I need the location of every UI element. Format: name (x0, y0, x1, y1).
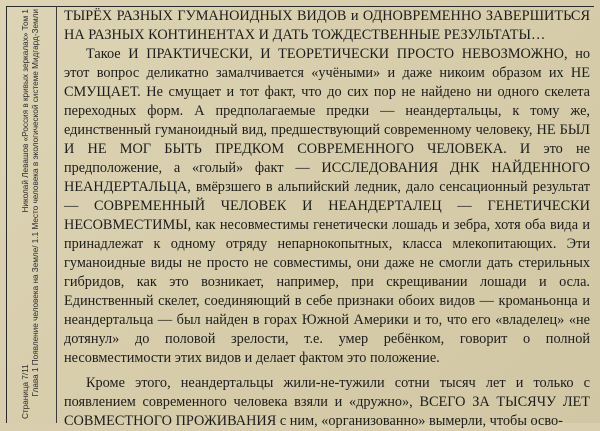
running-sidebar (6, 6, 56, 423)
page-number: Страница 7/11 (21, 364, 30, 419)
paragraph-2: Такое И ПРАКТИЧЕСКИ, И ТЕОРЕТИЧЕСКИ ПРОСТО НЕВОЗМОЖНО, но этот вопрос деликатно замалчивается «учёными» и даже никоим образом их НЕ СМУЩАЕТ. Не смущает и тот факт, что до сих пор не найдено ни одного скелета переходных форм. А предполагаемые предки — неандертальцы, к тому же, единственный гуманоидный вид, предшествующий современному человеку, НЕ БЫЛ И НЕ МОГ БЫТЬ ПРЕДКОМ СОВРЕМЕННОГО ЧЕЛОВЕКА. И это не предположение, а «голый» факт — ИССЛЕДОВАНИЯ ДНК НАЙДЕННОГО НЕАНДЕРТАЛЬЦА, вмёрзшего в альпийский ледник, дало сенсационный результат — СОВРЕМЕННЫЙ ЧЕЛОВЕК И НЕАНДЕРТАЛЕЦ — ГЕНЕТИЧЕСКИ НЕСОВМЕСТИМЫ, как несовместимы генетически лошадь и зебра, хотя оба вида и принадлежат к одному отряду непарнокопытных, класса млекопитающих. Эти гуманоидные виды не просто не совместимы, они даже не смогли дать стерильных гибридов, как это возникает, например, при скрещивании лошади и осла. Единственный скелет, соединяющий в себе признаки обоих видов — кроманьонца и неандертальца — был найден в горах Южной Америки и то, что его «владелец» «не дотянул» до половой зрелости, т.е. умер ребёнком, говорит о полной несовместимости этих видов и делает фактом это положение. (64, 46, 590, 366)
sidebar-rotated-text (21, 9, 41, 419)
paragraph-1: ТЫРЁХ РАЗНЫХ ГУМАНОИДНЫХ ВИДОВ и ОДНОВРЕМЕННО ЗАВЕРШИТЬСЯ НА РАЗНЫХ КОНТИНЕНТАХ И ДАТЬ ТОЖДЕСТВЕННЫЕ РЕЗУЛЬТАТЫ… (64, 8, 590, 43)
book-title-line: Николай Левашов «Россия в кривых зеркалах» Том 1 (21, 9, 30, 213)
chapter-line: Глава 1 Появление человека на Земле/ 1.1 Место человека в экологической системе Мидгард-Земли (31, 9, 40, 397)
margin-divider (56, 6, 57, 423)
body-text (64, 7, 590, 431)
paragraph-3: Кроме этого, неандертальцы жили-не-тужили сотни тысяч лет и только с появлением современного человека взяли и «дружно», ВСЕГО ЗА ТЫСЯЧУ ЛЕТ СОВМЕСТНОГО ПРОЖИВАНИЯ с ним, «организованно» вымерли, чтобы осво- (64, 375, 590, 429)
